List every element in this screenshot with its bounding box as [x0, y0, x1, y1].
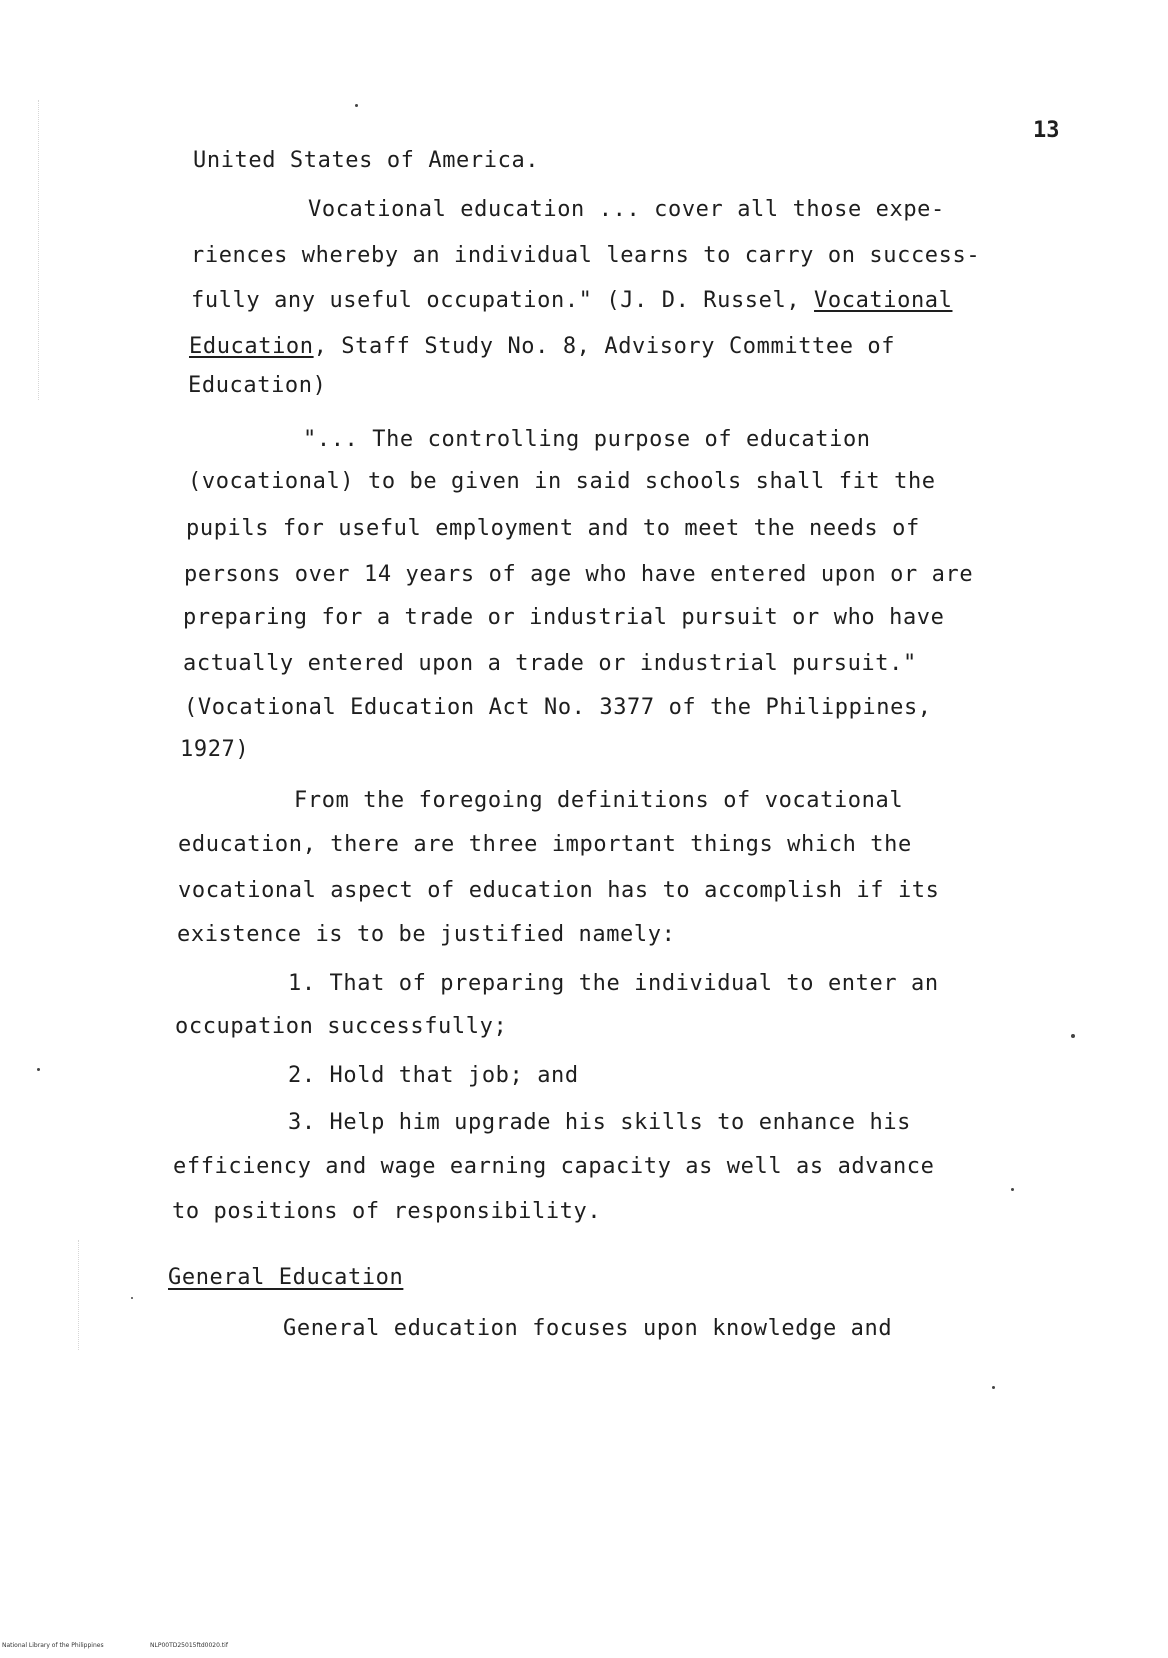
scan-speck	[992, 1386, 995, 1389]
text-line: actually entered upon a trade or industrial pursuit."	[183, 651, 917, 676]
text-line: From the foregoing definitions of vocational	[294, 788, 904, 813]
text-line: (Vocational Education Act No. 3377 of the Philippines,	[184, 695, 932, 720]
text-line: efficiency and wage earning capacity as well as advance	[173, 1154, 935, 1179]
text-line: to positions of responsibility.	[172, 1199, 602, 1224]
footer-library: National Library of the Philippines	[2, 1642, 104, 1649]
text-line: riences whereby an individual learns to carry on success-	[191, 243, 981, 268]
footer-filename: NLP00TD25015ftd0020.tif	[150, 1642, 228, 1649]
page-number: 13	[1033, 118, 1060, 143]
citation-title: Vocational	[814, 288, 953, 313]
citation-title: Education	[189, 334, 314, 359]
scan-speck	[37, 1068, 40, 1071]
text-segment: fully any useful occupation." (J. D. Russel,	[191, 288, 815, 313]
scan-speck	[1071, 1034, 1075, 1038]
text-line: 1927)	[180, 737, 250, 762]
text-line	[189, 333, 895, 361]
text-line: "... The controlling purpose of education	[303, 427, 871, 452]
text-line: pupils for useful employment and to meet the needs of	[186, 516, 920, 541]
text-line: education, there are three important things which the	[178, 832, 912, 857]
text-line: existence is to be justified namely:	[177, 922, 676, 947]
scan-margin-noise	[78, 1240, 119, 1350]
text-line: (vocational) to be given in said schools shall fit the	[188, 469, 936, 494]
text-line: preparing for a trade or industrial pursuit or who have	[183, 605, 945, 630]
list-item: 2. Hold that job; and	[288, 1063, 579, 1088]
text-line: General education focuses upon knowledge and	[283, 1316, 893, 1341]
list-item: 1. That of preparing the individual to enter an	[288, 971, 939, 996]
section-heading: General Education	[168, 1265, 404, 1290]
text-line: vocational aspect of education has to accomplish if its	[178, 878, 940, 903]
list-item: 3. Help him upgrade his skills to enhance his	[288, 1110, 912, 1135]
text-line	[191, 287, 952, 315]
text-line: persons over 14 years of age who have entered upon or are	[184, 562, 974, 587]
scan-speck	[131, 1297, 133, 1299]
text-line: United States of America.	[193, 148, 540, 173]
text-line: Vocational education ... cover all those expe-	[308, 197, 945, 222]
text-line: Education)	[188, 373, 327, 398]
scan-speck	[1011, 1188, 1014, 1191]
text-line: occupation successfully;	[175, 1014, 508, 1039]
scan-speck	[355, 104, 358, 107]
scan-margin-noise	[38, 100, 109, 400]
text-segment: , Staff Study No. 8, Advisory Committee of	[313, 334, 896, 359]
